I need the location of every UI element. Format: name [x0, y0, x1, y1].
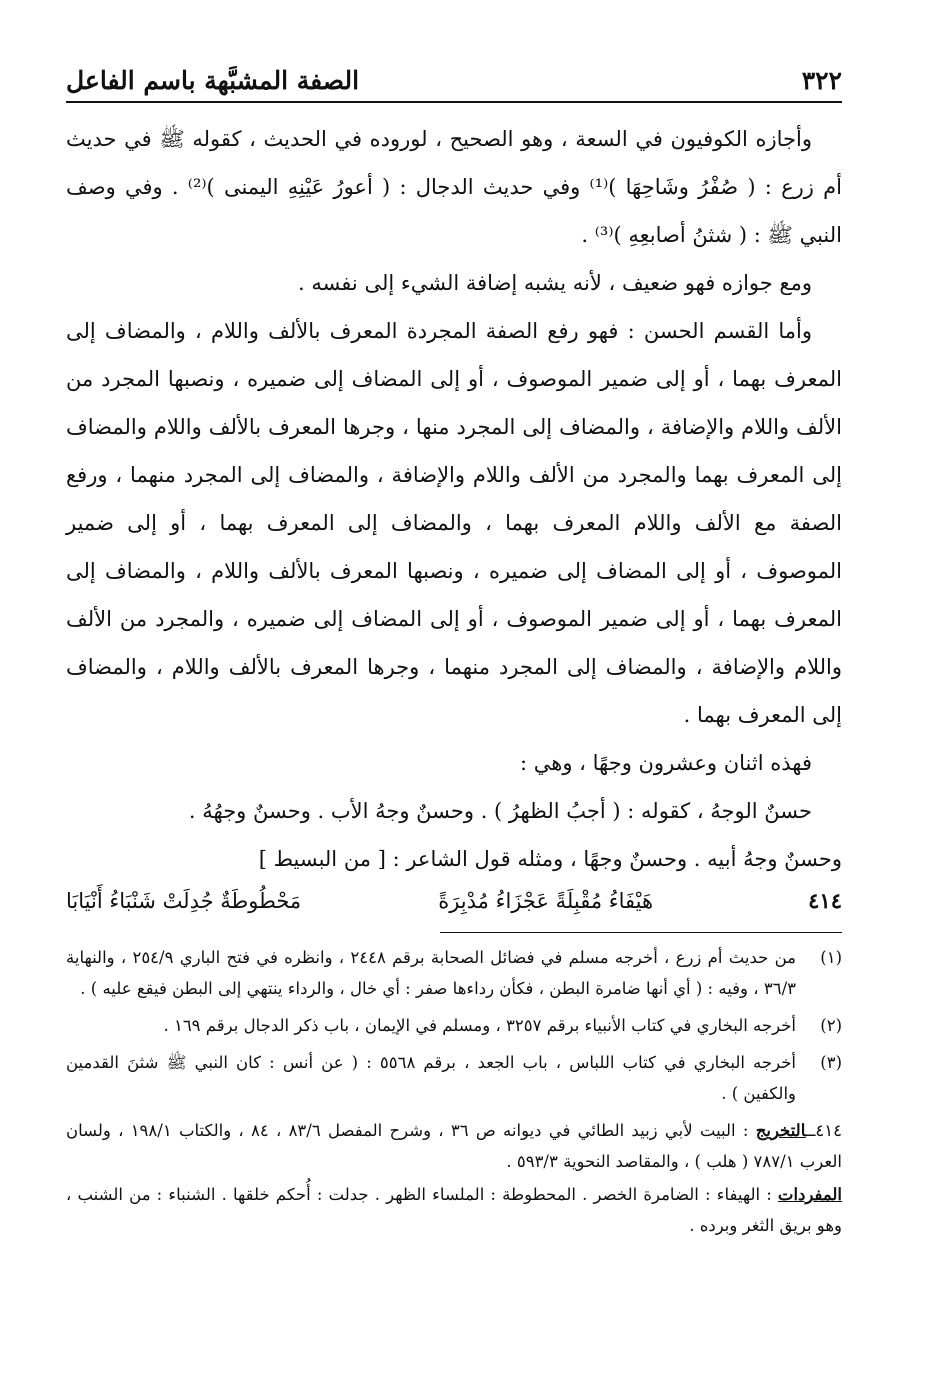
mufradat-label: المفردات [777, 1185, 842, 1204]
takhrij-label: التخريج [755, 1121, 806, 1140]
footnote-number: (٣) [820, 1053, 842, 1072]
paragraph-examples-2: وحسنٌ وجهُ أبيه . وحسنٌ وجهًا ، ومثله قول الشاعر : [ من البسيط ] [258, 847, 842, 871]
footnote-2 [66, 1010, 842, 1041]
main-text [66, 115, 842, 923]
running-title: الصفة المشبَّهة باسم الفاعل [66, 65, 360, 95]
takhrij-text: : البيت لأبي زبيد الطائي في ديوانه ص ٣٦ ، وشرح المفصل ٨٣/٦ ، ٨٤ ، والكتاب ١٩٨/١ ، ولسان العرب ٧٨٧/١ ( هلب ) ، والمقاصد النحوية ٥٩٣/٣ . [66, 1121, 842, 1171]
poem-hemistich-first: هَيْفَاءُ مُقْبِلَةً عَجْزَاءُ مُدْبِرَةً [438, 889, 654, 913]
poem-line [66, 879, 842, 923]
footnote-text: أخرجه البخاري في كتاب الأنبياء برقم ٣٢٥٧ ، ومسلم في الإيمان ، باب ذكر الدجال برقم ١٦٩ . [163, 1016, 796, 1035]
paragraph-hasan: وأما القسم الحسن : فهو رفع الصفة المجردة المعرف بالألف واللام ، والمضاف إلى المعرف بهما ، أو إلى ضمير الموصوف ، أو إلى المضاف إلى ضميره ، ونصبها المجرد من الألف واللام والإضافة ، والمضاف إلى المجرد منها ، وجرها المعرف بالألف واللام والمضاف إلى المعرف بهما والمجرد من الألف واللام والإضافة ، والمضاف إلى المجرد منهما ، ورفع الصفة مع الألف واللام المعرف بهما ، والمضاف إلى المعرف بهما ، أو إلى ضمير الموصوف ، أو إلى المضاف إلى ضميره ، ونصبها المعرف بالألف واللام ، والمضاف إلى المعرف بهما ، أو إلى ضمير الموصوف ، أو إلى المضاف إلى ضميره ، والمجرد من الألف واللام والإضافة ، والمضاف إلى المجرد منهما ، وجرها المعرف بالألف واللام ، والمضاف إلى المعرف بهما . [66, 319, 843, 727]
footnotes [66, 942, 842, 1243]
paragraph-weak: ومع جوازه فهو ضعيف ، لأنه يشبه إضافة الشيء إلى نفسه . [297, 271, 812, 295]
mufradat-note [66, 1179, 842, 1241]
page-number: ٣٢٢ [801, 65, 842, 95]
footnote-3 [66, 1047, 842, 1109]
takhrij-note [66, 1115, 842, 1177]
takhrij-number: ٤١٤ــ [805, 1121, 843, 1140]
poem-number: ٤١٤ [808, 888, 842, 913]
paragraph-examples-1: حسنٌ الوجهُ ، كقوله : ( أجبُ الظهرُ ) . وحسنٌ وجهُ الأب . وحسنٌ وجهُهُ . [188, 799, 812, 823]
page-header [66, 60, 842, 100]
paragraph-kufiyyun: وأجازه الكوفيون في السعة ، وهو الصحيح ، لوروده في الحديث ، كقوله ﷺ في حديث أم زرع : ( صُفْرُ وشَاحِهَا )⁽¹⁾ وفي حديث الدجال : ( أعورُ عَيْنِهِ اليمنى )⁽²⁾ . وفي وصف النبي ﷺ : ( شثنُ أصابعِهِ )⁽³⁾ . [66, 127, 842, 247]
footnote-number: (٢) [820, 1016, 842, 1035]
footnote-1 [66, 942, 842, 1004]
footnote-text: من حديث أم زرع ، أخرجه مسلم في فضائل الصحابة برقم ٢٤٤٨ ، وانظره في فتح الباري ٢٥٤/٩ ، والنهاية ٣٦/٣ ، وفيه : ( أي أنها ضامرة البطن ، فكأن رداءها صفر : أي خال ، والرداء ينتهي إلى البطن فيقع عليه ) . [66, 948, 796, 998]
mufradat-text: : الهيفاء : الضامرة الخصر . المحطوطة : الملساء الظهر . جدلت : أُحكم خلقها . الشنباء : من الشنب ، وهو بريق الثغر وبرده . [66, 1185, 842, 1235]
poem-hemistich-second: مَحْطُوطَةٌ جُدِلَتْ شَنْبَاءُ أَنْيَابَا [66, 889, 302, 913]
header-rule [66, 101, 842, 103]
paragraph-twenty-two: فهذه اثنان وعشرون وجهًا ، وهي : [520, 751, 812, 775]
footnote-separator [440, 932, 842, 933]
footnote-text: أخرجه البخاري في كتاب اللباس ، باب الجعد ، برقم ٥٥٦٨ : ( عن أنس : كان النبي ﷺ شثنَ القدمين والكفين ) . [66, 1053, 796, 1103]
footnote-number: (١) [820, 948, 842, 967]
